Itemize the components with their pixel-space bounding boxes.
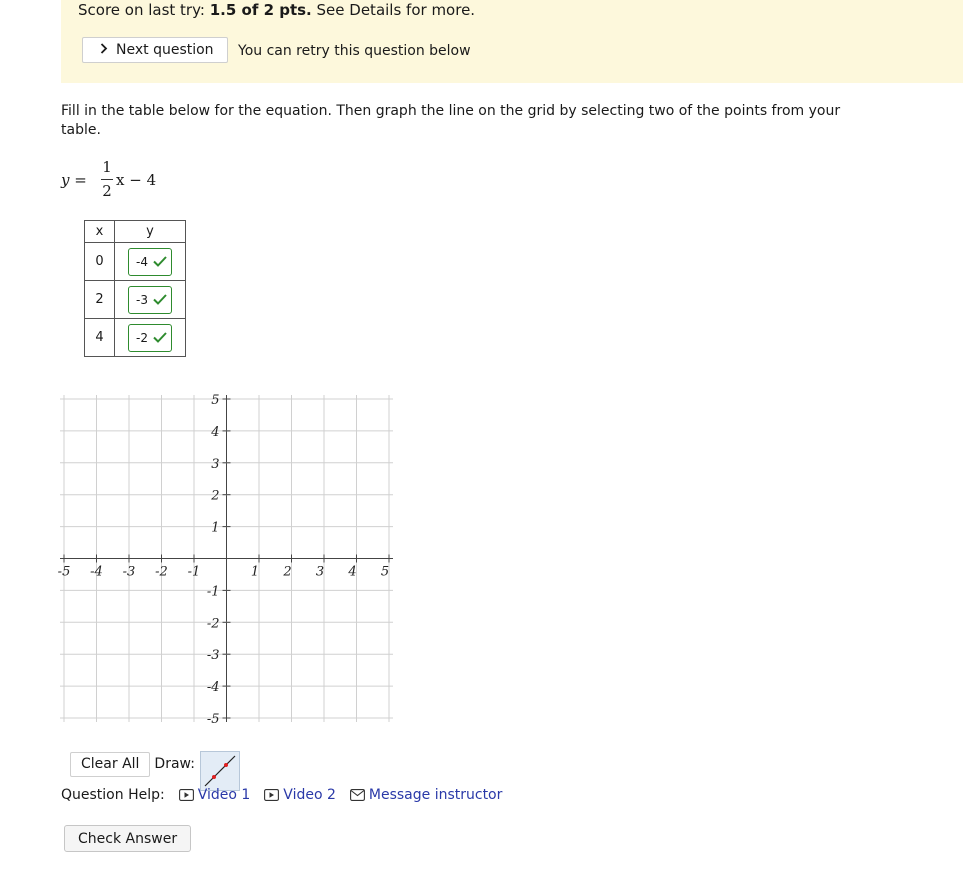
fraction-numerator: 1 <box>102 158 112 176</box>
video-icon <box>264 789 279 801</box>
retry-text: You can retry this question below <box>238 43 471 59</box>
x-tick-label: 3 <box>315 564 325 580</box>
y-tick-label: -3 <box>206 648 220 664</box>
y-answer-input[interactable] <box>128 286 172 314</box>
message-instructor-link[interactable] <box>350 787 503 803</box>
chevron-right-icon <box>100 42 108 58</box>
checkmark-icon <box>153 256 167 267</box>
x-cell: 0 <box>85 243 115 281</box>
x-tick-label: 5 <box>380 564 390 580</box>
question-help <box>61 787 502 803</box>
table-row <box>85 281 186 319</box>
score-prefix: Score on last try: <box>78 1 210 19</box>
x-tick-label: -3 <box>122 564 136 580</box>
xy-table <box>84 220 186 357</box>
x-tick-label: -2 <box>155 564 168 580</box>
equation-rest: x − 4 <box>116 171 157 189</box>
line-draw-icon <box>201 752 239 790</box>
x-cell: 2 <box>85 281 115 319</box>
x-tick-label: 4 <box>348 564 357 580</box>
x-header: x <box>85 221 115 243</box>
next-question-button[interactable] <box>82 37 228 63</box>
y-answer-input[interactable] <box>128 324 172 352</box>
table-row <box>85 243 186 281</box>
score-value: 1.5 of 2 pts. <box>209 1 312 19</box>
y-answer-value: -4 <box>136 254 148 269</box>
y-tick-label: -1 <box>206 584 220 600</box>
x-tick-label: -1 <box>187 564 201 580</box>
equation-lhs: y = <box>61 171 87 189</box>
x-tick-label: 2 <box>283 564 292 580</box>
video-icon <box>179 789 194 801</box>
message-instructor-label: Message instructor <box>368 787 503 803</box>
score-banner <box>61 0 963 83</box>
y-answer-value: -3 <box>136 292 148 307</box>
y-tick-label: 2 <box>211 488 220 504</box>
checkmark-icon <box>153 332 167 343</box>
y-tick-label: 3 <box>211 456 220 472</box>
table-row <box>85 319 186 357</box>
score-suffix: See Details for more. <box>311 1 476 19</box>
video-2-label: Video 2 <box>283 787 336 803</box>
y-tick-label: -2 <box>206 616 220 632</box>
video-2-link[interactable] <box>264 787 336 803</box>
checkmark-icon <box>153 294 167 305</box>
y-tick-label: 4 <box>211 424 220 440</box>
y-answer-value: -2 <box>136 330 148 345</box>
y-answer-input[interactable] <box>128 248 172 276</box>
clear-all-button[interactable]: Clear All <box>70 752 150 777</box>
x-tick-label: -4 <box>90 564 103 580</box>
draw-label: Draw: <box>154 756 195 772</box>
line-tool-button[interactable] <box>200 751 240 791</box>
score-line <box>78 1 475 19</box>
graph-toolbar <box>70 737 240 791</box>
y-cell <box>115 243 186 281</box>
coordinate-grid[interactable] <box>58 390 398 730</box>
fraction-denominator: 2 <box>102 182 112 200</box>
y-tick-label: 1 <box>211 520 220 536</box>
question-instructions: Fill in the table below for the equation. Then graph the line on the grid by selecting two of the points from your table. <box>61 103 841 138</box>
y-tick-label: -4 <box>206 680 220 696</box>
x-cell: 4 <box>85 319 115 357</box>
y-tick-label: -5 <box>206 712 220 727</box>
envelope-icon <box>350 789 365 801</box>
y-tick-label: 5 <box>211 393 220 408</box>
question-help-label: Question Help: <box>61 787 165 803</box>
y-cell <box>115 319 186 357</box>
graph-area[interactable] <box>58 390 398 734</box>
y-cell <box>115 281 186 319</box>
x-tick-label: -5 <box>58 564 71 580</box>
video-1-link[interactable] <box>179 787 251 803</box>
check-answer-button[interactable]: Check Answer <box>64 825 191 852</box>
y-header: y <box>115 221 186 243</box>
video-1-label: Video 1 <box>197 787 251 803</box>
next-question-label: Next question <box>116 42 214 58</box>
x-tick-label: 1 <box>250 564 260 580</box>
